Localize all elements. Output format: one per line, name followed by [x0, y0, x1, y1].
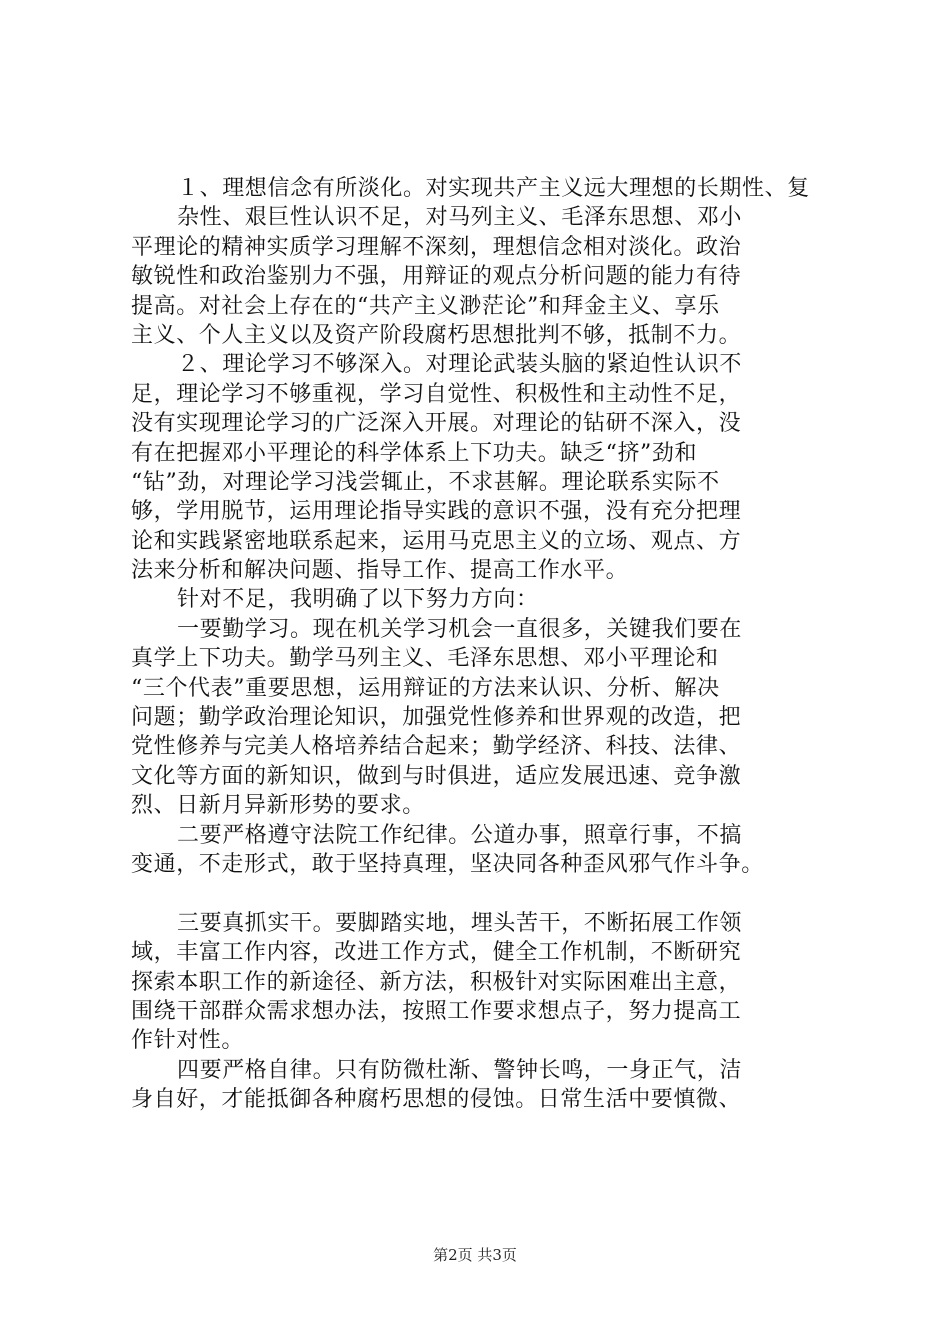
- text-line: 有在把握邓小平理论的科学体系上下功夫。缺乏“挤”劲和: [131, 440, 698, 466]
- blank-line: [131, 879, 843, 908]
- text-line: 围绕干部群众需求想办法，按照工作要求想点子，努力提高工: [131, 998, 742, 1024]
- text-line: 法来分析和解决问题、指导工作、提高工作水平。: [131, 558, 629, 584]
- text-line: 真学上下功夫。勤学马列主义、毛泽东思想、邓小平理论和: [131, 646, 719, 672]
- text-line: 针对不足，我明确了以下努力方向：: [177, 587, 539, 613]
- document-body: [131, 174, 843, 1115]
- text-line: 三要真抓实干。要脚踏实地，埋头苦干，不断拓展工作领: [177, 910, 743, 936]
- text-line: 论和实践紧密地联系起来，运用马克思主义的立场、观点、方: [131, 528, 742, 554]
- text-line: 变通，不走形式，敢于坚持真理，坚决同各种歪风邪气作斗争。: [131, 851, 764, 877]
- text-line: 杂性、艰巨性认识不足，对马列主义、毛泽东思想、邓小: [177, 205, 743, 231]
- text-line: 提高。对社会上存在的“共产主义渺茫论”和拜金主义、享乐: [131, 293, 720, 319]
- text-line: １、理想信念有所淡化。对实现共产主义远大理想的长期性、复: [177, 176, 810, 201]
- page-footer: 第2页 共3页: [433, 1246, 517, 1264]
- text-line: 问题；勤学政治理论知识，加强党性修养和世界观的改造，把: [131, 705, 742, 731]
- text-line: 够，学用脱节，运用理论指导实践的意识不强，没有充分把理: [131, 499, 742, 525]
- text-line: 域，丰富工作内容，改进工作方式，健全工作机制，不断研究: [131, 940, 742, 966]
- text-line: “钻”劲，对理论学习浅尝辄止，不求甚解。理论联系实际不: [131, 469, 720, 495]
- text-line: 党性修养与完美人格培养结合起来；勤学经济、科技、法律、: [131, 734, 742, 760]
- text-line: 足，理论学习不够重视，学习自觉性、积极性和主动性不足，: [131, 381, 742, 407]
- text-line: 身自好，才能抵御各种腐朽思想的侵蚀。日常生活中要慎微、: [131, 1087, 742, 1113]
- text-line: 主义、个人主义以及资产阶段腐朽思想批判不够，抵制不力。: [131, 322, 742, 348]
- text-line: 一要勤学习。现在机关学习机会一直很多，关键我们要在: [177, 616, 743, 642]
- text-line: 敏锐性和政治鉴别力不强，用辩证的观点分析问题的能力有待: [131, 264, 742, 290]
- text-line: 没有实现理论学习的广泛深入开展。对理论的钻研不深入，没: [131, 411, 742, 437]
- text-line: “三个代表”重要思想，运用辩证的方法来认识、分析、解决: [131, 675, 720, 701]
- text-line: 作针对性。: [131, 1028, 245, 1054]
- text-line: 烈、日新月异新形势的要求。: [131, 793, 425, 819]
- text-line: 四要严格自律。只有防微杜渐、警钟长鸣，一身正气，洁: [177, 1057, 743, 1083]
- text-line: 平理论的精神实质学习理解不深刻，理想信念相对淡化。政治: [131, 234, 742, 260]
- text-line: 探索本职工作的新途径、新方法，积极针对实际困难出主意，: [131, 969, 742, 995]
- text-line: 二要严格遵守法院工作纪律。公道办事，照章行事，不搞: [177, 822, 743, 848]
- text-line: ２、理论学习不够深入。对理论武装头脑的紧迫性认识不: [177, 352, 743, 378]
- text-line: 文化等方面的新知识，做到与时俱进，适应发展迅速、竞争激: [131, 763, 742, 789]
